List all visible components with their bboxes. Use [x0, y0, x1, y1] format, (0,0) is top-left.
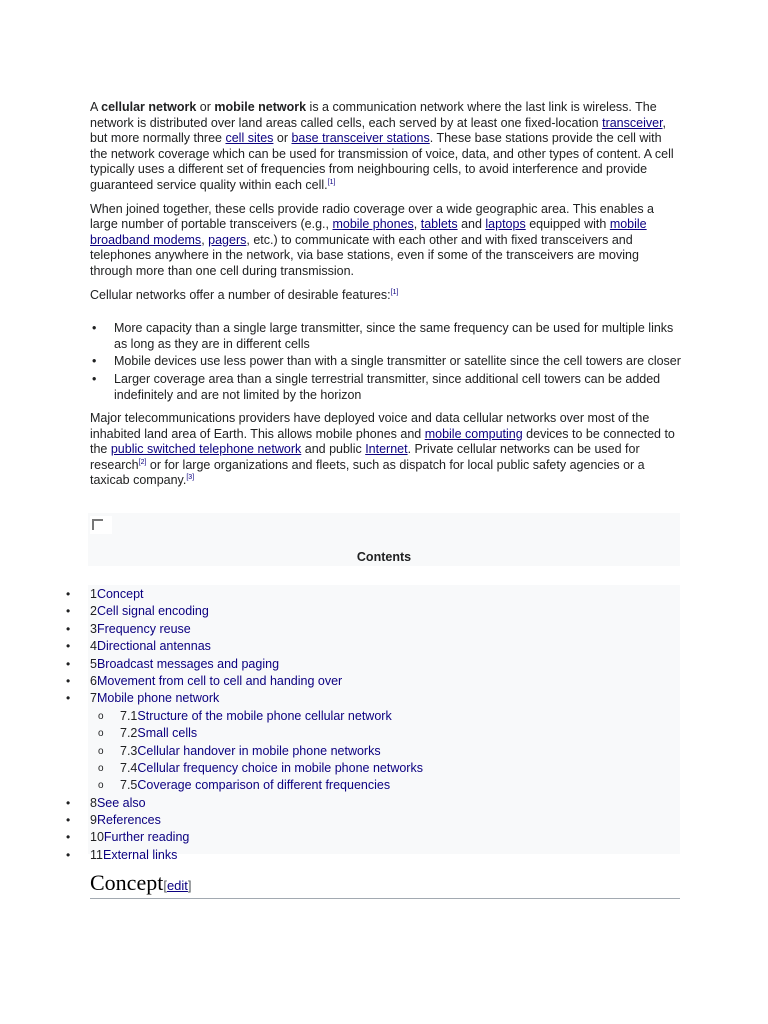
circle-bullet-icon: o: [98, 780, 104, 792]
text: . Private cellular networks can be used for research: [90, 442, 640, 472]
bullet-icon: •: [66, 587, 71, 601]
section-heading-concept: [90, 870, 680, 899]
toc-link[interactable]: Frequency reuse: [96, 621, 191, 636]
circle-bullet-icon: o: [98, 710, 104, 722]
link-mobile-computing[interactable]: mobile computing: [424, 426, 523, 441]
toc-item-frequency-reuse[interactable]: [62, 621, 682, 638]
text: ,: [201, 232, 209, 247]
text: ,: [413, 217, 421, 232]
bracket: ]: [187, 878, 192, 893]
intro-paragraph-3: [90, 288, 682, 304]
link-mobile-phones[interactable]: mobile phones: [332, 217, 414, 232]
toc-item-broadcast-messages[interactable]: [62, 656, 682, 673]
toc-item-references[interactable]: [62, 812, 682, 829]
toc-number: 7.1: [120, 708, 138, 723]
bullet-icon: •: [66, 795, 71, 810]
toc-link[interactable]: Broadcast messages and paging: [96, 656, 280, 671]
toc-link[interactable]: Further reading: [103, 830, 190, 845]
toc-number: 5: [90, 656, 97, 671]
toc-item-coverage-comparison[interactable]: [62, 777, 682, 794]
bold-term: cellular network: [101, 100, 197, 114]
text: and public: [301, 442, 366, 457]
reference-1[interactable]: [1]: [327, 178, 336, 186]
toc-item-external-links[interactable]: [62, 847, 682, 864]
toc-item-frequency-choice[interactable]: [62, 760, 682, 777]
toc-link[interactable]: Coverage comparison of different frequencies: [137, 778, 391, 793]
toc-number: 8: [90, 795, 97, 810]
toc-link[interactable]: Cell signal encoding: [96, 604, 209, 619]
bullet-icon: •: [66, 813, 71, 828]
toc-toggle-icon[interactable]: [90, 516, 112, 534]
section-title: Concept: [90, 870, 164, 895]
toc-item-structure[interactable]: [62, 708, 682, 725]
bullet-icon: •: [66, 656, 71, 671]
text: devices to be connected to the: [90, 426, 675, 457]
reference-3[interactable]: [3]: [186, 474, 195, 482]
toc-link[interactable]: Cellular frequency choice in mobile phone networks: [137, 760, 423, 775]
link-pagers[interactable]: pagers: [208, 232, 247, 247]
reference-1[interactable]: [1]: [390, 288, 399, 296]
toc-link[interactable]: Structure of the mobile phone cellular network: [137, 708, 392, 723]
text: is a communication network where the last link is wireless. The network is distributed over land areas called cells, each served by at least one fixed-location: [90, 100, 657, 130]
toc-number: 7: [90, 691, 97, 706]
toc-item-small-cells[interactable]: [62, 725, 682, 742]
text: or for large organizations and fleets, such as dispatch for local public safety agencies or a taxicab company.: [90, 457, 645, 488]
article-body: [90, 100, 682, 497]
intro-paragraph-1: [90, 100, 682, 194]
toc-link[interactable]: Cellular handover in mobile phone networks: [137, 743, 381, 758]
text: Cellular networks offer a number of desirable features:: [90, 287, 391, 302]
toc-number: 3: [90, 621, 97, 636]
link-transceiver[interactable]: transceiver: [602, 115, 663, 130]
intro-paragraph-2: [90, 202, 682, 280]
circle-bullet-icon: o: [98, 728, 104, 740]
reference-2[interactable]: [2]: [138, 458, 147, 466]
text: and: [457, 217, 486, 232]
intro-paragraph-4: [90, 411, 682, 489]
features-list: [90, 321, 682, 403]
table-of-contents: [62, 586, 682, 864]
bullet-icon: •: [66, 639, 71, 654]
link-mobile-broadband-modems[interactable]: mobile broadband modems: [90, 217, 647, 247]
text: Major telecommunications providers have deployed voice and data cellular networks over most of the inhabited land area of Earth. This allows mobile phones and: [90, 411, 650, 441]
toc-link[interactable]: References: [96, 813, 161, 828]
bold-term: mobile network: [214, 100, 307, 114]
toc-number: 7.4: [120, 760, 138, 775]
list-item: • Larger coverage area than a single terrestrial transmitter, since additional cell towers can be added indefinitely and are not limited by the horizon: [114, 372, 682, 403]
text: or: [273, 131, 292, 146]
toc-item-concept[interactable]: [62, 586, 682, 603]
toc-title: Contents: [356, 550, 412, 564]
toc-number: 4: [90, 639, 97, 654]
link-tablets[interactable]: tablets: [420, 217, 458, 232]
list-item: • Mobile devices use less power than with a single transmitter or satellite since the cell towers are closer: [114, 354, 682, 370]
toc-number: 7.5: [120, 778, 138, 793]
link-public-switched-telephone-network[interactable]: public switched telephone network: [110, 442, 302, 457]
toc-link[interactable]: Mobile phone network: [96, 691, 220, 706]
circle-bullet-icon: o: [98, 762, 104, 774]
text: or: [196, 100, 215, 114]
bullet-icon: •: [66, 847, 71, 862]
bullet-icon: •: [66, 604, 71, 619]
toc-item-mobile-phone-network[interactable]: [62, 690, 682, 707]
toc-number: 11: [90, 847, 103, 862]
toc-item-see-also[interactable]: [62, 795, 682, 812]
toc-link[interactable]: See also: [96, 795, 146, 810]
bracket: [: [163, 878, 167, 893]
toc-item-directional-antennas[interactable]: [62, 638, 682, 655]
toc-number: 6: [90, 673, 97, 688]
bullet-icon: •: [66, 691, 71, 706]
toc-item-further-reading[interactable]: [62, 829, 682, 846]
toc-link[interactable]: Small cells: [137, 726, 198, 741]
toc-link[interactable]: External links: [102, 847, 178, 862]
toc-link[interactable]: Concept: [96, 587, 144, 601]
toc-number: 7.3: [120, 743, 138, 758]
link-base-transceiver-stations[interactable]: base transceiver stations: [291, 131, 430, 146]
link-internet[interactable]: Internet: [365, 442, 408, 457]
bullet-icon: •: [66, 621, 71, 636]
toc-number: 7.2: [120, 726, 138, 741]
toc-item-movement-handing-over[interactable]: [62, 673, 682, 690]
toc-number: 10: [90, 830, 104, 845]
link-cell-sites[interactable]: cell sites: [225, 131, 274, 146]
text: , etc.) to communicate with each other and with fixed transceivers and telephones anywhere in the network, via base stations, even if some of the transceivers are moving through more than one cell during transmission.: [90, 232, 639, 278]
bullet-icon: •: [66, 830, 71, 845]
toc-item-cellular-handover[interactable]: [62, 743, 682, 760]
toc-number: 1: [90, 587, 97, 601]
text: , but more normally three: [90, 115, 667, 146]
toc-number: 9: [90, 813, 97, 828]
circle-bullet-icon: o: [98, 745, 104, 757]
text: When joined together, these cells provide radio coverage over a wide geographic area. This enables a large number of portable transceivers (e.g.,: [90, 201, 655, 232]
toc-link[interactable]: Directional antennas: [96, 639, 211, 654]
text: A: [90, 100, 102, 114]
toc-link[interactable]: Movement from cell to cell and handing over: [96, 673, 343, 688]
bullet-icon: •: [66, 673, 71, 688]
text: equipped with: [525, 217, 610, 232]
toc-item-cell-signal-encoding[interactable]: [62, 603, 682, 620]
corner-icon: [92, 519, 103, 530]
toc-number: 2: [90, 604, 97, 619]
edit-section: [163, 878, 191, 893]
link-laptops[interactable]: laptops: [485, 217, 526, 232]
edit-link[interactable]: edit: [166, 878, 188, 893]
text: . These base stations provide the cell with the network coverage which can be used for transmission of voice, data, and other types of content. A cell typically uses a different set of frequencies from neighbouring cells, to avoid interference and provide guaranteed service quality within each cell.: [90, 131, 674, 192]
list-item: • More capacity than a single large transmitter, since the same frequency can be used for multiple links as long as they are in different cells: [114, 321, 682, 352]
